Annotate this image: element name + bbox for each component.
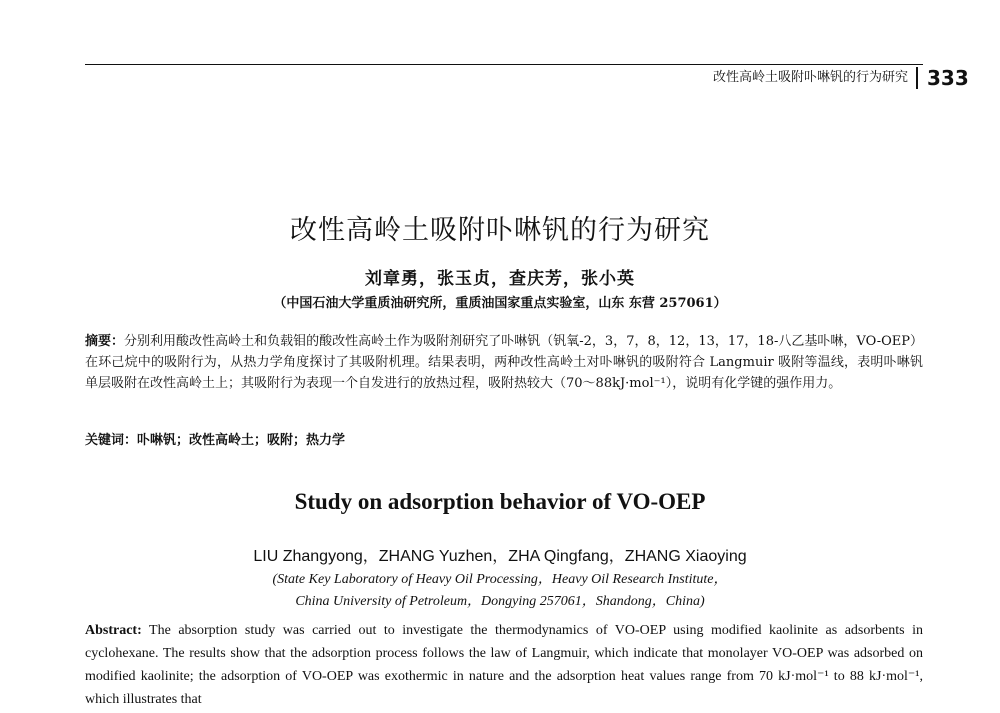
- english-title: Study on adsorption behavior of VO-OEP: [294, 489, 706, 514]
- chinese-abstract: [85, 331, 923, 394]
- chinese-keywords-text: 卟啉钒；改性高岭土；吸附；热力学: [137, 433, 346, 448]
- chinese-keywords: [85, 430, 923, 451]
- header-rule: [85, 64, 923, 65]
- chinese-authors: 刘章勇，张玉贞，查庆芳，张小英: [365, 269, 635, 289]
- english-affiliation-line-1: (State Key Laboratory of Heavy Oil Processing，Heavy Oil Research Institute，: [272, 572, 728, 587]
- english-abstract-label: Abstract:: [85, 623, 142, 638]
- chinese-abstract-text: 分别利用酸改性高岭土和负载钼的酸改性高岭土作为吸附剂研究了卟啉钒（钒氧-2，3，7，8，12，13，17，18-八乙基卟啉，VO-OEP）在环己烷中的吸附行为，从热力学角度探讨了其吸附机理。结果表明，两种改性高岭土对卟啉钒的吸附符合 Langmuir 吸附等温线，表明卟啉钒单层吸附在改性高岭土上；其吸附行为表现一个自发进行的放热过程，吸附热较大（70～88kJ·mol⁻¹），说明有化学键的强作用力。: [85, 334, 923, 391]
- chinese-keywords-label: 关键词：: [85, 433, 138, 448]
- page-number: 333: [927, 66, 969, 90]
- english-affiliation: [0, 569, 1000, 613]
- chinese-affiliation: （中国石油大学重质油研究所，重质油国家重点实验室，山东 东营 257061）: [273, 296, 727, 311]
- running-title: 改性高岭土吸附卟啉钒的行为研究: [713, 67, 918, 89]
- chinese-abstract-label: 摘要：: [85, 334, 125, 349]
- chinese-title: 改性高岭土吸附卟啉钒的行为研究: [290, 215, 710, 246]
- english-abstract: [85, 619, 923, 711]
- english-abstract-text: The absorption study was carried out to investigate the thermodynamics of VO-OEP using modified kaolinite as adsorbents in cyclohexane. The results show that the adsorption process follows the law of Langmuir, which indicate that monolayer VO-OEP was adsorbed on modified kaolinite; the adsorption of VO-OEP was exothermic in nature and the adsorption heat values range from 70 kJ·mol⁻¹ to 88 kJ·mol⁻¹, which illustrates that: [85, 623, 923, 707]
- english-affiliation-line-2: China University of Petroleum，Dongying 257061，Shandong，China): [295, 594, 705, 609]
- english-authors: LIU Zhangyong，ZHANG Yuzhen，ZHA Qingfang，ZHANG Xiaoying: [253, 548, 747, 565]
